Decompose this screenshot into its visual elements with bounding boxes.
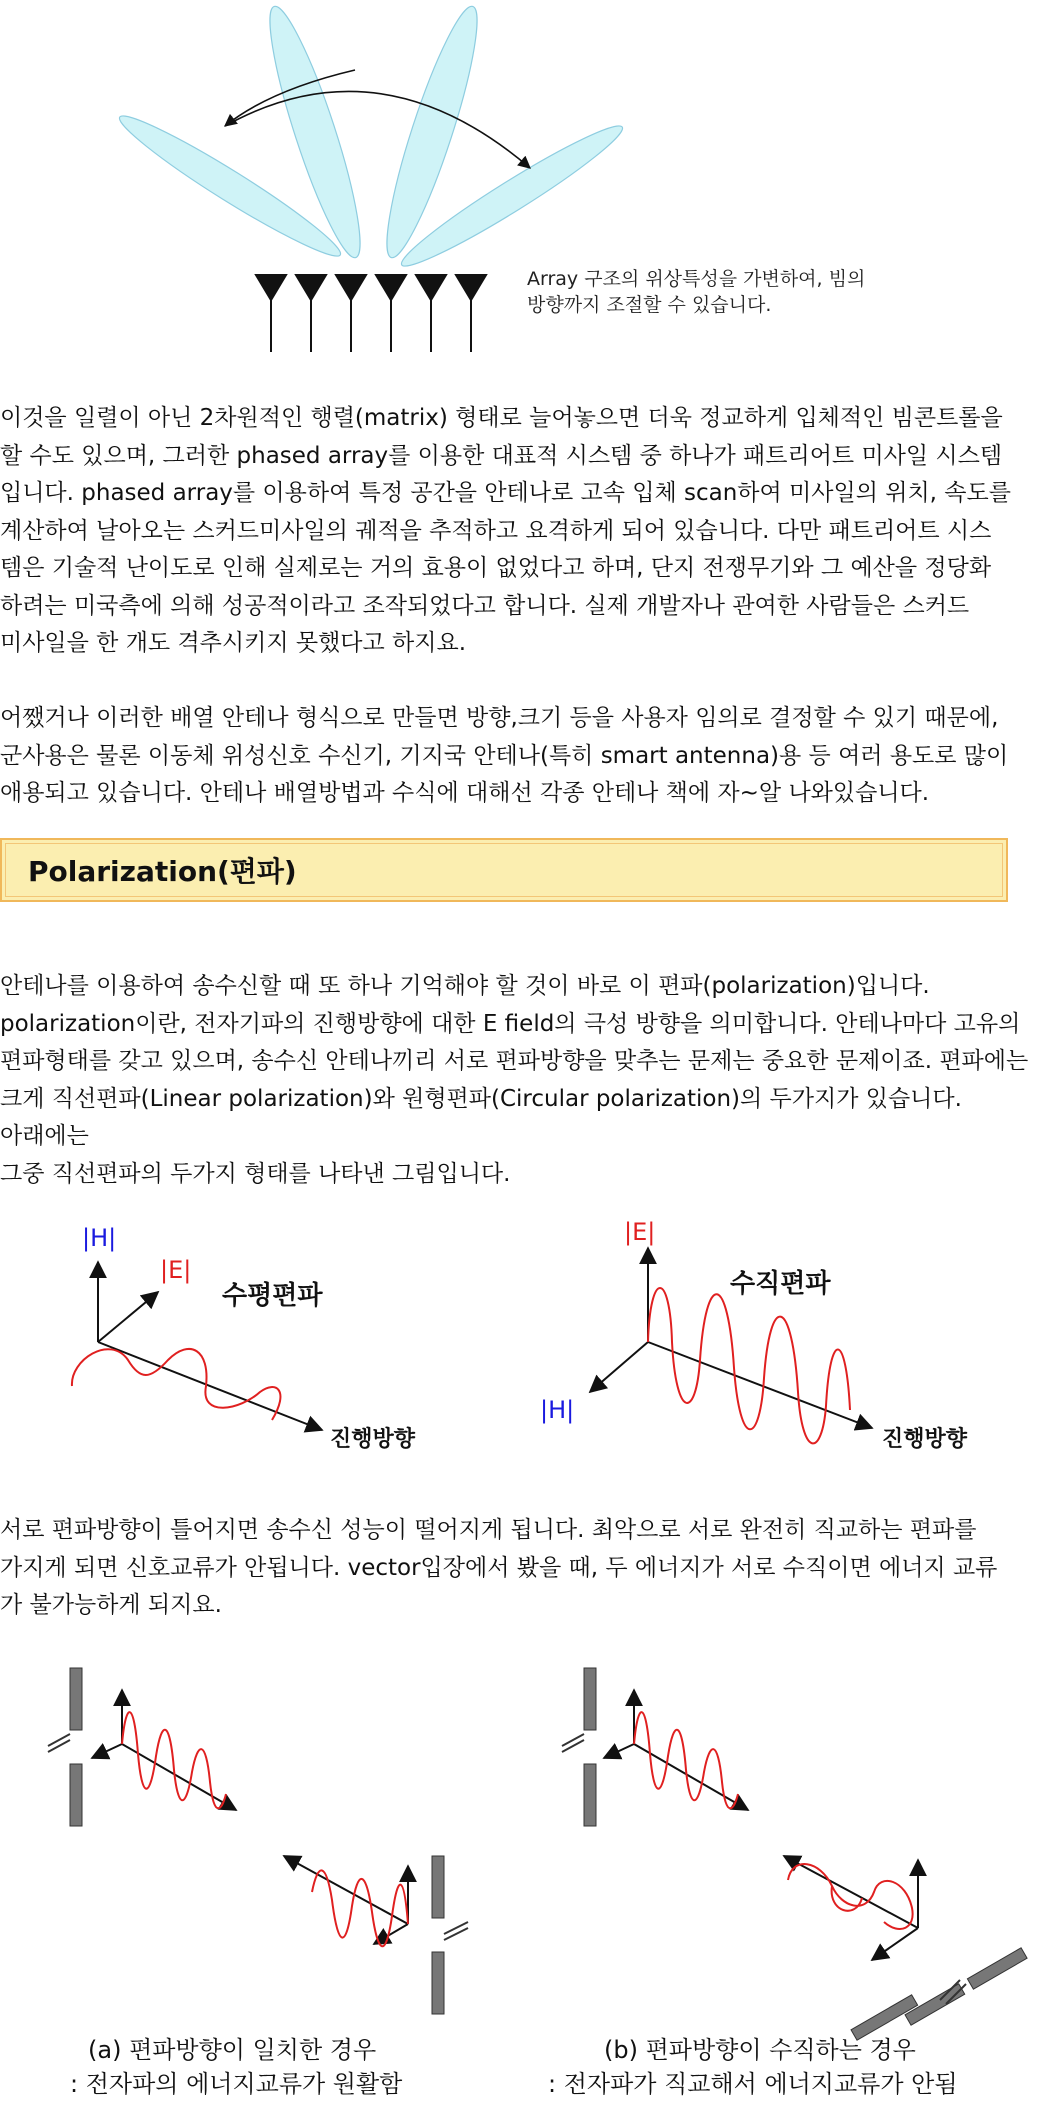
caption-a-line2: : 전자파의 에너지교류가 원활함 bbox=[70, 2070, 403, 2098]
e-label-left: |E| bbox=[160, 1256, 192, 1284]
paragraph-polarization-mismatch: 서로 편파방향이 틀어지면 송수신 성능이 떨어지게 됩니다. 최악으로 서로 완전히 직교하는 편파를 가지게 되면 신호교류가 안됩니다. vector입장에서 봤을 때, 두 에너지가 서로 수직이면 에너지 교류 가 불가능하게 되지요. bbox=[0, 1517, 998, 1618]
antenna-array bbox=[256, 275, 486, 352]
title-vertical: 수직편파 bbox=[730, 1269, 831, 1299]
paragraph-array-usage: 어쨌거나 이러한 배열 안테나 형식으로 만들면 방향,크기 등을 사용자 임의로 결정할 수 있기 때문에, 군사용은 물론 이동체 위성신호 수신기, 기지국 안테나(특히 smart antenna)용 등 여러 용도로 많이 애용되고 있습니다. 안테나 배열방법과 수식에 대해선 각종 안테나 책에 자~알 나와있습니다. bbox=[0, 705, 1009, 806]
horizontal-polarization-diagram bbox=[72, 1224, 416, 1452]
polarization-match-figure bbox=[0, 1660, 1056, 2106]
matched-polarization-diagram bbox=[48, 1668, 468, 2014]
array-caption: Array 구조의 위상특성을 가변하여, 빔의 방향까지 조절할 수 있습니다. bbox=[527, 268, 866, 316]
linear-polarization-figure bbox=[0, 1210, 1056, 1480]
section-heading: Polarization(편파) bbox=[28, 855, 297, 888]
wave-vertical bbox=[648, 1288, 850, 1443]
direction-left: 진행방향 bbox=[330, 1427, 416, 1452]
h-label-right: |H| bbox=[540, 1396, 575, 1424]
vertical-polarization-diagram bbox=[540, 1218, 968, 1452]
wave-horizontal bbox=[72, 1349, 281, 1420]
e-label-right: |E| bbox=[624, 1218, 656, 1246]
caption-b-line1: (b) 편파방향이 수직하는 경우 bbox=[604, 2036, 916, 2064]
direction-right: 진행방향 bbox=[882, 1427, 968, 1452]
caption-a-line1: (a) 편파방향이 일치한 경우 bbox=[88, 2036, 377, 2064]
beam-sweep-arrow bbox=[225, 91, 530, 168]
paragraph-polarization-intro: 안테나를 이용하여 송수신할 때 또 하나 기억해야 할 것이 바로 이 편파(polarization)입니다. polarization이란, 전자기파의 진행방향에 대한 E field의 극성 방향을 의미합니다. 안테나마다 고유의 편파형태를 갖고 있으며, 송수신 안테나끼리 서로 편파방향을 맞추는 문제는 중요한 문제이죠. 편파에는 크게 직선편파(Linear polarization)와 원형편파(Circular polarization)의 두가지가 있습니다. 아래에는 그중 직선편파의 두가지 형태를 나타낸 그림입니다. bbox=[0, 973, 1029, 1187]
perpendicular-polarization-diagram bbox=[562, 1668, 1027, 2040]
caption-b-line2: : 전자파가 직교해서 에너지교류가 안됨 bbox=[548, 2070, 958, 2098]
h-label-left: |H| bbox=[82, 1224, 117, 1252]
section-heading-box bbox=[0, 838, 1008, 902]
title-horizontal: 수평편파 bbox=[222, 1281, 323, 1311]
paragraph-phased-array: 이것을 일렬이 아닌 2차원적인 행렬(matrix) 형태로 늘어놓으면 더욱 정교하게 입체적인 빔콘트롤을 할 수도 있으며, 그러한 phased array를 이용한 대표적 시스템 중 하나가 패트리어트 미사일 시스템 입니다. phased array를 이용하여 특정 공간을 안테나로 고속 입체 scan하여 미사일의 위치, 속도를 계산하여 날아오는 스커드미사일의 궤적을 추적하고 요격하게 되어 있습니다. 다만 패트리어트 시스 템은 기술적 난이도로 인해 실제로는 거의 효용이 없었다고 하며, 단지 전쟁무기와 그 예산을 정당화 하려는 미국측에 의해 성공적이라고 조작되었다고 합니다. 실제 개발자나 관여한 사람들은 스커드 미사일을 한 개도 격추시키지 못했다고 하지요. bbox=[0, 405, 1011, 656]
